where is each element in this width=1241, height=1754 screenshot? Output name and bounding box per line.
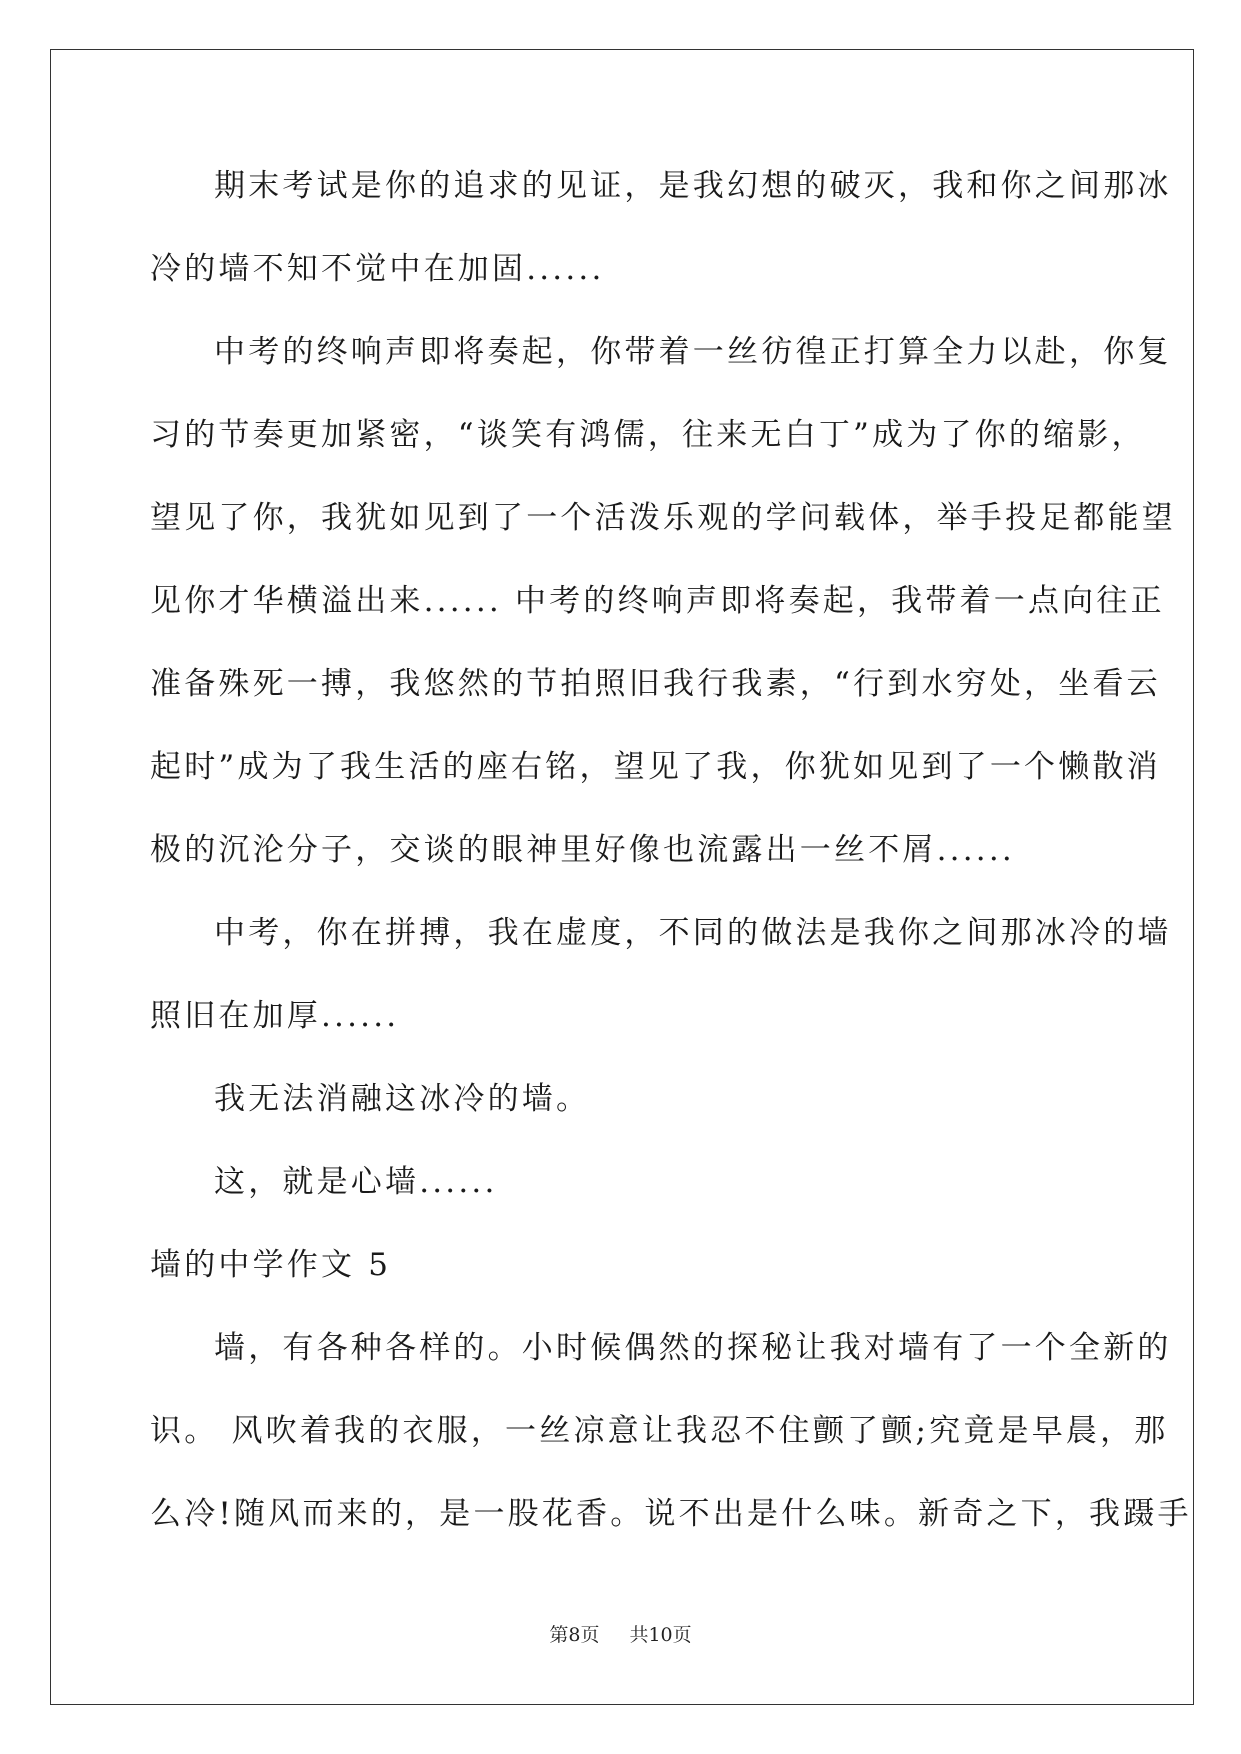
paragraph-line: 见你才华横溢出来...... 中考的终响声即将奏起，我带着一点向往正 [150, 583, 1165, 619]
document-body [150, 158, 1192, 1569]
paragraph-line: 准备殊死一搏，我悠然的节拍照旧我行我素，“行到水穷处，坐看云 [150, 666, 1161, 702]
paragraph-line: 么冷!随风而来的，是一股花香。说不出是什么味。新奇之下，我蹑手 [150, 1496, 1192, 1532]
paragraph-line: 中考的终响声即将奏起，你带着一丝彷徨正打算全力以赴，你复 [214, 334, 1172, 370]
paragraph-line: 识。 风吹着我的衣服，一丝凉意让我忍不住颤了颤;究竟是早晨，那 [150, 1413, 1169, 1449]
paragraph-line: 极的沉沦分子，交谈的眼神里好像也流露出一丝不屑...... [150, 832, 1015, 868]
paragraph-line: 习的节奏更加紧密，“谈笑有鸿儒，往来无白丁”成为了你的缩影， [150, 417, 1146, 453]
paragraph-line: 冷的墙不知不觉中在加固...... [150, 251, 605, 287]
paragraph-line: 望见了你，我犹如见到了一个活泼乐观的学问载体，举手投足都能望 [150, 500, 1176, 536]
paragraph-line: 我无法消融这冰冷的墙。 [214, 1081, 591, 1117]
paragraph-line: 这，就是心墙...... [214, 1164, 498, 1200]
paragraph-line: 期末考试是你的追求的见证，是我幻想的破灭，我和你之间那冰 [214, 168, 1172, 204]
paragraph-line: 墙，有各种各样的。小时候偶然的探秘让我对墙有了一个全新的 [214, 1330, 1172, 1366]
paragraph-line: 起时”成为了我生活的座右铭，望见了我，你犹如见到了一个懒散消 [150, 749, 1161, 785]
page-footer [0, 1620, 1241, 1647]
paragraph-line: 中考，你在拼搏，我在虚度，不同的做法是我你之间那冰冷的墙 [214, 915, 1172, 951]
section-heading: 墙的中学作文 5 [150, 1247, 392, 1283]
page-number: 第8页 [549, 1624, 600, 1646]
paragraph-line: 照旧在加厚...... [150, 998, 400, 1034]
page-total: 共10页 [629, 1624, 692, 1646]
